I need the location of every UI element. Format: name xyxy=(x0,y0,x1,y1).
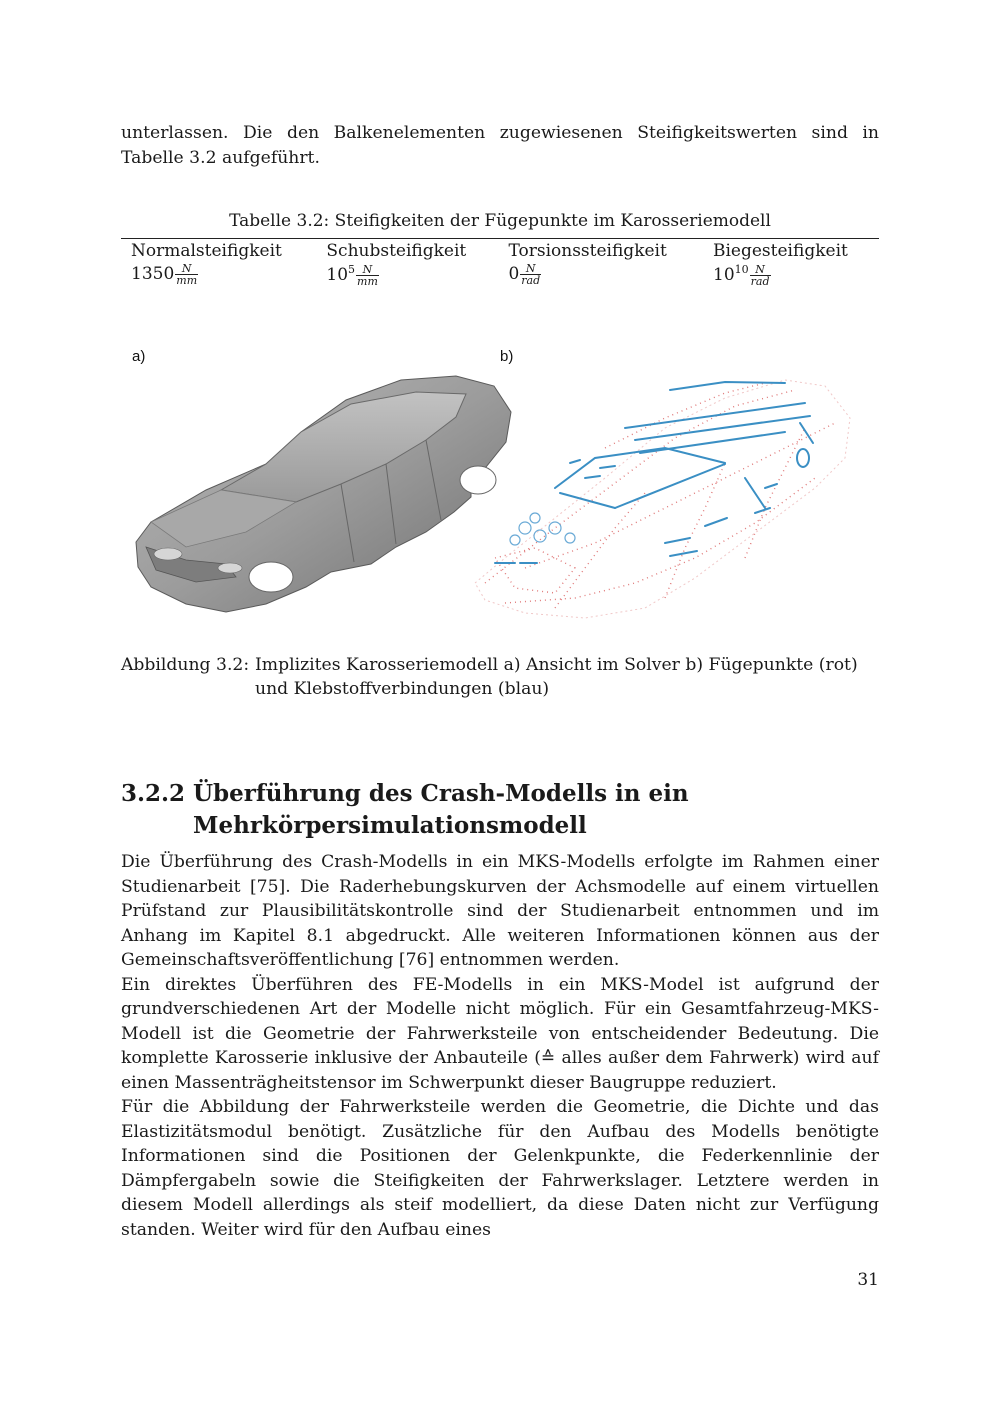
header-normal-stiffness: Normalsteifigkeit xyxy=(121,239,316,262)
body-text xyxy=(121,850,879,1242)
paragraph: Für die Abbildung der Fahrwerksteile werden die Geometrie, die Dichte und das Elastizitätsmodul benötigt. Zusätzliche für den Aufbau des Modells benötigte Informationen sind die Positionen der Gelenkpunkte, die Federkennlinie der Dämpfergabeln sowie die Steifigkeiten der Fahrwerkslager. Letztere werden in diesem Modell allerdings als steif modelliert, da diese Daten nicht zur Verfügung standen. Weiter wird für den Aufbau eines xyxy=(121,1097,879,1240)
figure-caption xyxy=(121,653,879,701)
value-base: 10 xyxy=(326,265,349,285)
table-header-row xyxy=(121,239,879,262)
section-heading xyxy=(121,778,879,842)
joining-points-view xyxy=(465,368,865,628)
value-exponent: 10 xyxy=(734,263,749,276)
cell-normal-stiffness xyxy=(121,261,316,287)
header-shear-stiffness: Schubsteifigkeit xyxy=(316,239,498,262)
cell-torsion-stiffness xyxy=(498,261,703,287)
figure-caption-label: Abbildung 3.2: xyxy=(121,655,250,675)
adhesive-front-rings xyxy=(510,513,575,545)
header-torsion-stiffness: Torsionssteifigkeit xyxy=(498,239,703,262)
unit-fraction: $\frac{N}{mm}$ xyxy=(357,263,378,288)
paragraph: Ein direktes Überführen des FE-Modells in ein MKS-Model ist aufgrund der grundverschiedenen Art der Modelle nicht möglich. Für ein Gesamtfahrzeug-MKS-Modell ist die Geometrie der Fahrwerksteile von entscheidender Bedeutung. Die komplette Karosserie inklusive der Anbauteile (≙ alles außer dem Fahrwerk) wird auf einen Massenträgheitstensor im Schwerpunkt dieser Baugruppe reduziert. xyxy=(121,974,879,1093)
section-title: Überführung des Crash-Modells in ein Mehrkörpersimulationsmodell xyxy=(193,780,689,839)
intro-paragraph: unterlassen. Die den Balkenelementen zugewiesenen Steifigkeitswerten sind in Tabelle 3.2 aufgeführt. xyxy=(121,123,879,168)
adhesive-ring xyxy=(797,449,809,467)
value-base: 1350 xyxy=(131,264,175,284)
value-base: 0 xyxy=(508,264,520,284)
value-base: 10 xyxy=(713,265,735,285)
figure-panel-label-a: a) xyxy=(132,348,146,365)
page-number: 31 xyxy=(857,1270,879,1290)
figure-caption-text: Implizites Karosseriemodell a) Ansicht im Solver b) Fügepunkte (rot) und Klebstoffverbindungen (blau) xyxy=(255,655,858,699)
figure-panel-label-b: b) xyxy=(500,348,514,365)
cell-bending-stiffness xyxy=(703,261,879,287)
unit-fraction: $\frac{N}{\text{rad}}$ xyxy=(521,262,541,287)
value-exponent: 5 xyxy=(348,263,356,276)
adhesive-lines-blue xyxy=(495,382,813,563)
table-row xyxy=(121,261,879,287)
unit-fraction: $\frac{N}{\text{rad}}$ xyxy=(750,263,770,288)
table-caption: Tabelle 3.2: Steifigkeiten der Fügepunkte im Karosseriemodell xyxy=(229,211,771,231)
stiffness-table xyxy=(121,238,879,287)
header-bending-stiffness: Biegesteifigkeit xyxy=(703,239,879,262)
welding-points-red xyxy=(485,383,835,608)
unit-fraction: $\frac{N}{mm}$ xyxy=(176,262,198,287)
section-number: 3.2.2 xyxy=(121,780,186,807)
cell-shear-stiffness xyxy=(316,261,498,287)
paragraph: Die Überführung des Crash-Modells in ein MKS-Modells erfolgte im Rahmen einer Studienarbeit [75]. Die Raderhebungskurven der Achsmodelle auf einem virtuellen Prüfstand zur Plausibilitätskontrolle sind der Studienarbeit entnommen und im Anhang im Kapitel 8.1 abgedruckt. Alle weiteren Informationen können aus der Gemeinschaftsveröffentlichung [76] entnommen werden. xyxy=(121,852,879,970)
